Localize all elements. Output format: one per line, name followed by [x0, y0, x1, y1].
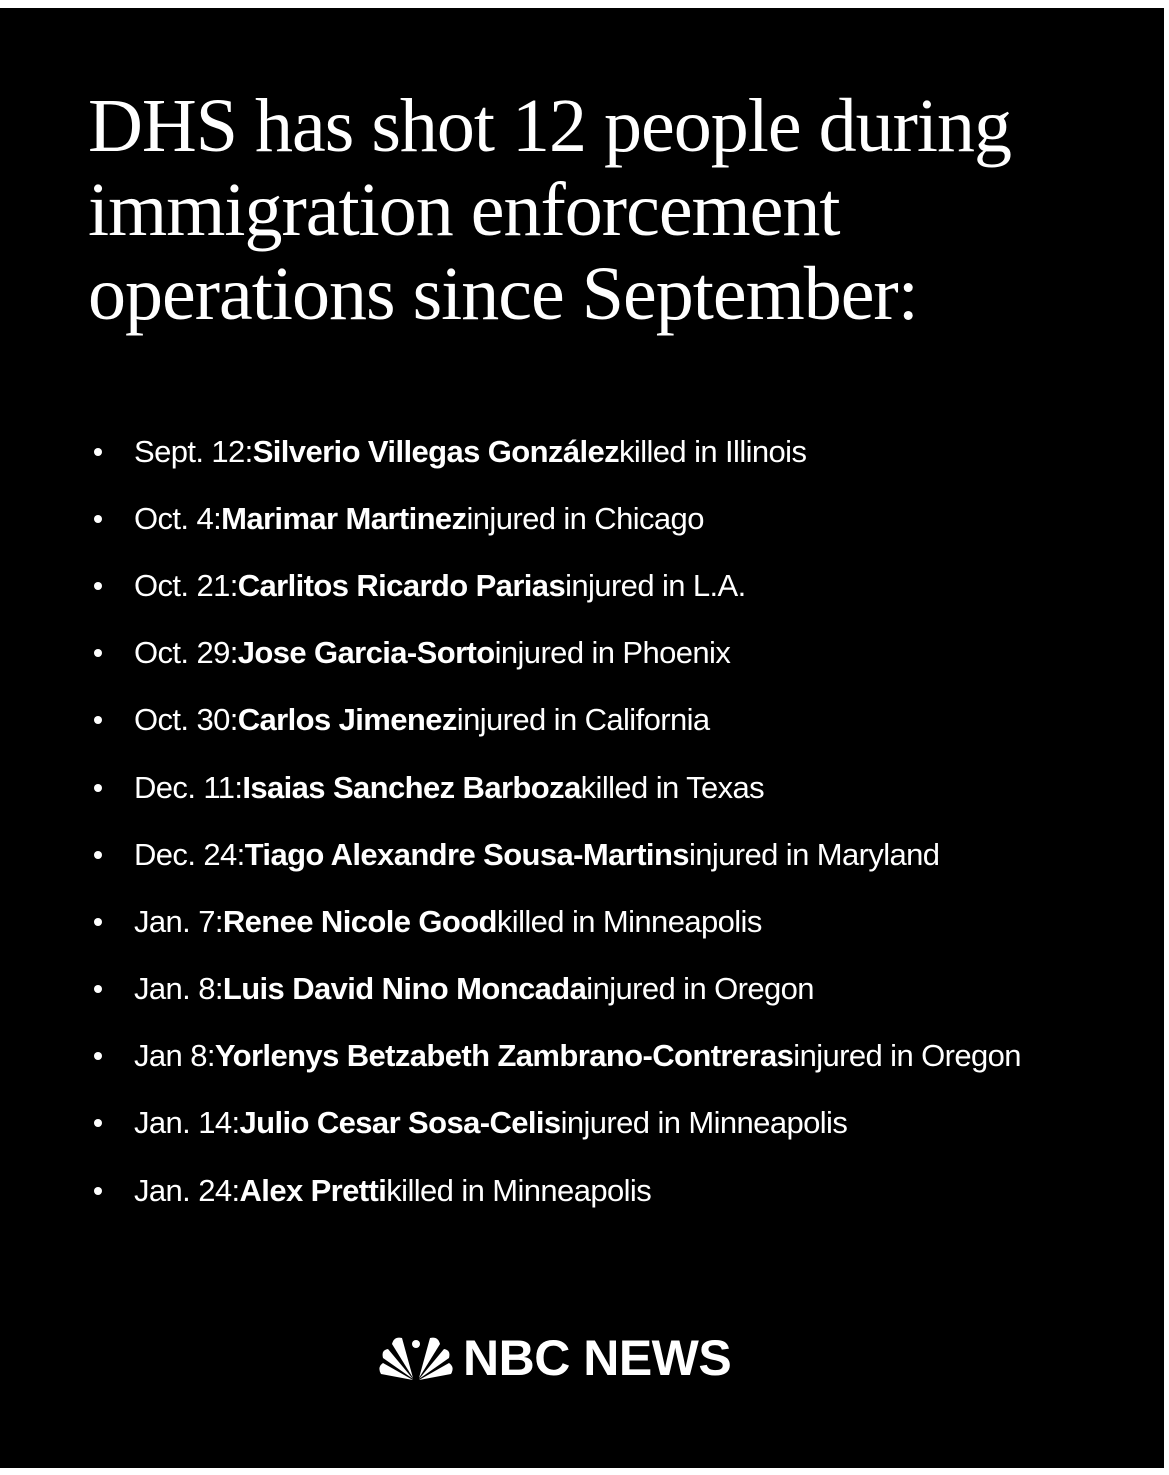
bullet-icon — [94, 1119, 102, 1127]
entry-date: Oct. 29: — [134, 635, 238, 671]
entry-date: Oct. 30: — [134, 702, 238, 738]
entry-outcome: killed in Illinois — [619, 433, 807, 469]
entry-date: Dec. 11: — [134, 769, 243, 805]
bullet-icon — [94, 918, 102, 926]
entry-outcome: injured in Oregon — [793, 1038, 1021, 1074]
entry-name: Alex Pretti — [239, 1172, 387, 1208]
bullet-icon — [94, 649, 102, 657]
bullet-icon — [94, 716, 102, 724]
entry-date: Oct. 4: — [134, 500, 222, 536]
entry-name: Jose Garcia-Sorto — [237, 635, 495, 671]
entry-name: Yorlenys Betzabeth Zambrano-Contreras — [214, 1038, 794, 1074]
entry-date: Jan 8: — [134, 1038, 215, 1074]
list-item — [88, 1157, 1158, 1224]
bullet-icon — [94, 784, 102, 792]
entry-name: Renee Nicole Good — [222, 903, 497, 939]
entry-name: Marimar Martinez — [221, 500, 467, 536]
bullet-icon — [94, 1187, 102, 1195]
entry-outcome: injured in Maryland — [688, 836, 940, 872]
bullet-icon — [94, 985, 102, 993]
list-item — [88, 1090, 1158, 1157]
bullet-icon — [94, 1052, 102, 1060]
entry-name: Luis David Nino Moncada — [222, 971, 587, 1007]
list-item — [88, 821, 1158, 888]
list-item — [88, 687, 1158, 754]
entry-outcome: injured in Chicago — [466, 500, 704, 536]
bullet-icon — [94, 582, 102, 590]
list-item — [88, 418, 1158, 485]
entry-outcome: injured in L.A. — [565, 567, 746, 603]
entry-date: Dec. 24: — [134, 836, 245, 872]
entry-name: Carlos Jimenez — [237, 702, 457, 738]
list-item — [88, 552, 1158, 619]
headline: DHS has shot 12 people during immigration enforcement operations since September: — [88, 84, 1012, 336]
entry-outcome: injured in Phoenix — [494, 635, 731, 671]
entry-name: Julio Cesar Sosa-Celis — [239, 1105, 561, 1141]
entry-date: Sept. 12: — [134, 433, 253, 469]
entry-outcome: injured in California — [456, 702, 710, 738]
entry-name: Tiago Alexandre Sousa-Martins — [244, 836, 689, 872]
entry-outcome: killed in Minneapolis — [496, 903, 762, 939]
entry-outcome: injured in Oregon — [586, 971, 814, 1007]
entry-outcome: killed in Minneapolis — [386, 1172, 652, 1208]
entry-date: Jan. 24: — [134, 1172, 240, 1208]
entry-name: Carlitos Ricardo Parias — [237, 567, 566, 603]
bullet-icon — [94, 448, 102, 456]
list-item — [88, 620, 1158, 687]
list-item — [88, 754, 1158, 821]
shootings-list — [88, 418, 1158, 1224]
nbc-news-logo — [375, 1330, 731, 1386]
logo-text: NBC NEWS — [463, 1330, 732, 1386]
entry-outcome: injured in Minneapolis — [560, 1105, 848, 1141]
bullet-icon — [94, 515, 102, 523]
bullet-icon — [94, 851, 102, 859]
entry-name: Silverio Villegas González — [252, 433, 620, 469]
entry-date: Jan. 14: — [134, 1105, 240, 1141]
entry-date: Jan. 7: — [134, 903, 223, 939]
list-item — [88, 888, 1158, 955]
list-item — [88, 485, 1158, 552]
entry-name: Isaias Sanchez Barboza — [242, 769, 581, 805]
list-item — [88, 956, 1158, 1023]
list-item — [88, 1023, 1158, 1090]
entry-outcome: killed in Texas — [580, 769, 765, 805]
news-graphic-card — [0, 8, 1164, 1468]
nbc-peacock-icon — [375, 1334, 457, 1382]
entry-date: Jan. 8: — [134, 971, 223, 1007]
entry-date: Oct. 21: — [134, 567, 238, 603]
